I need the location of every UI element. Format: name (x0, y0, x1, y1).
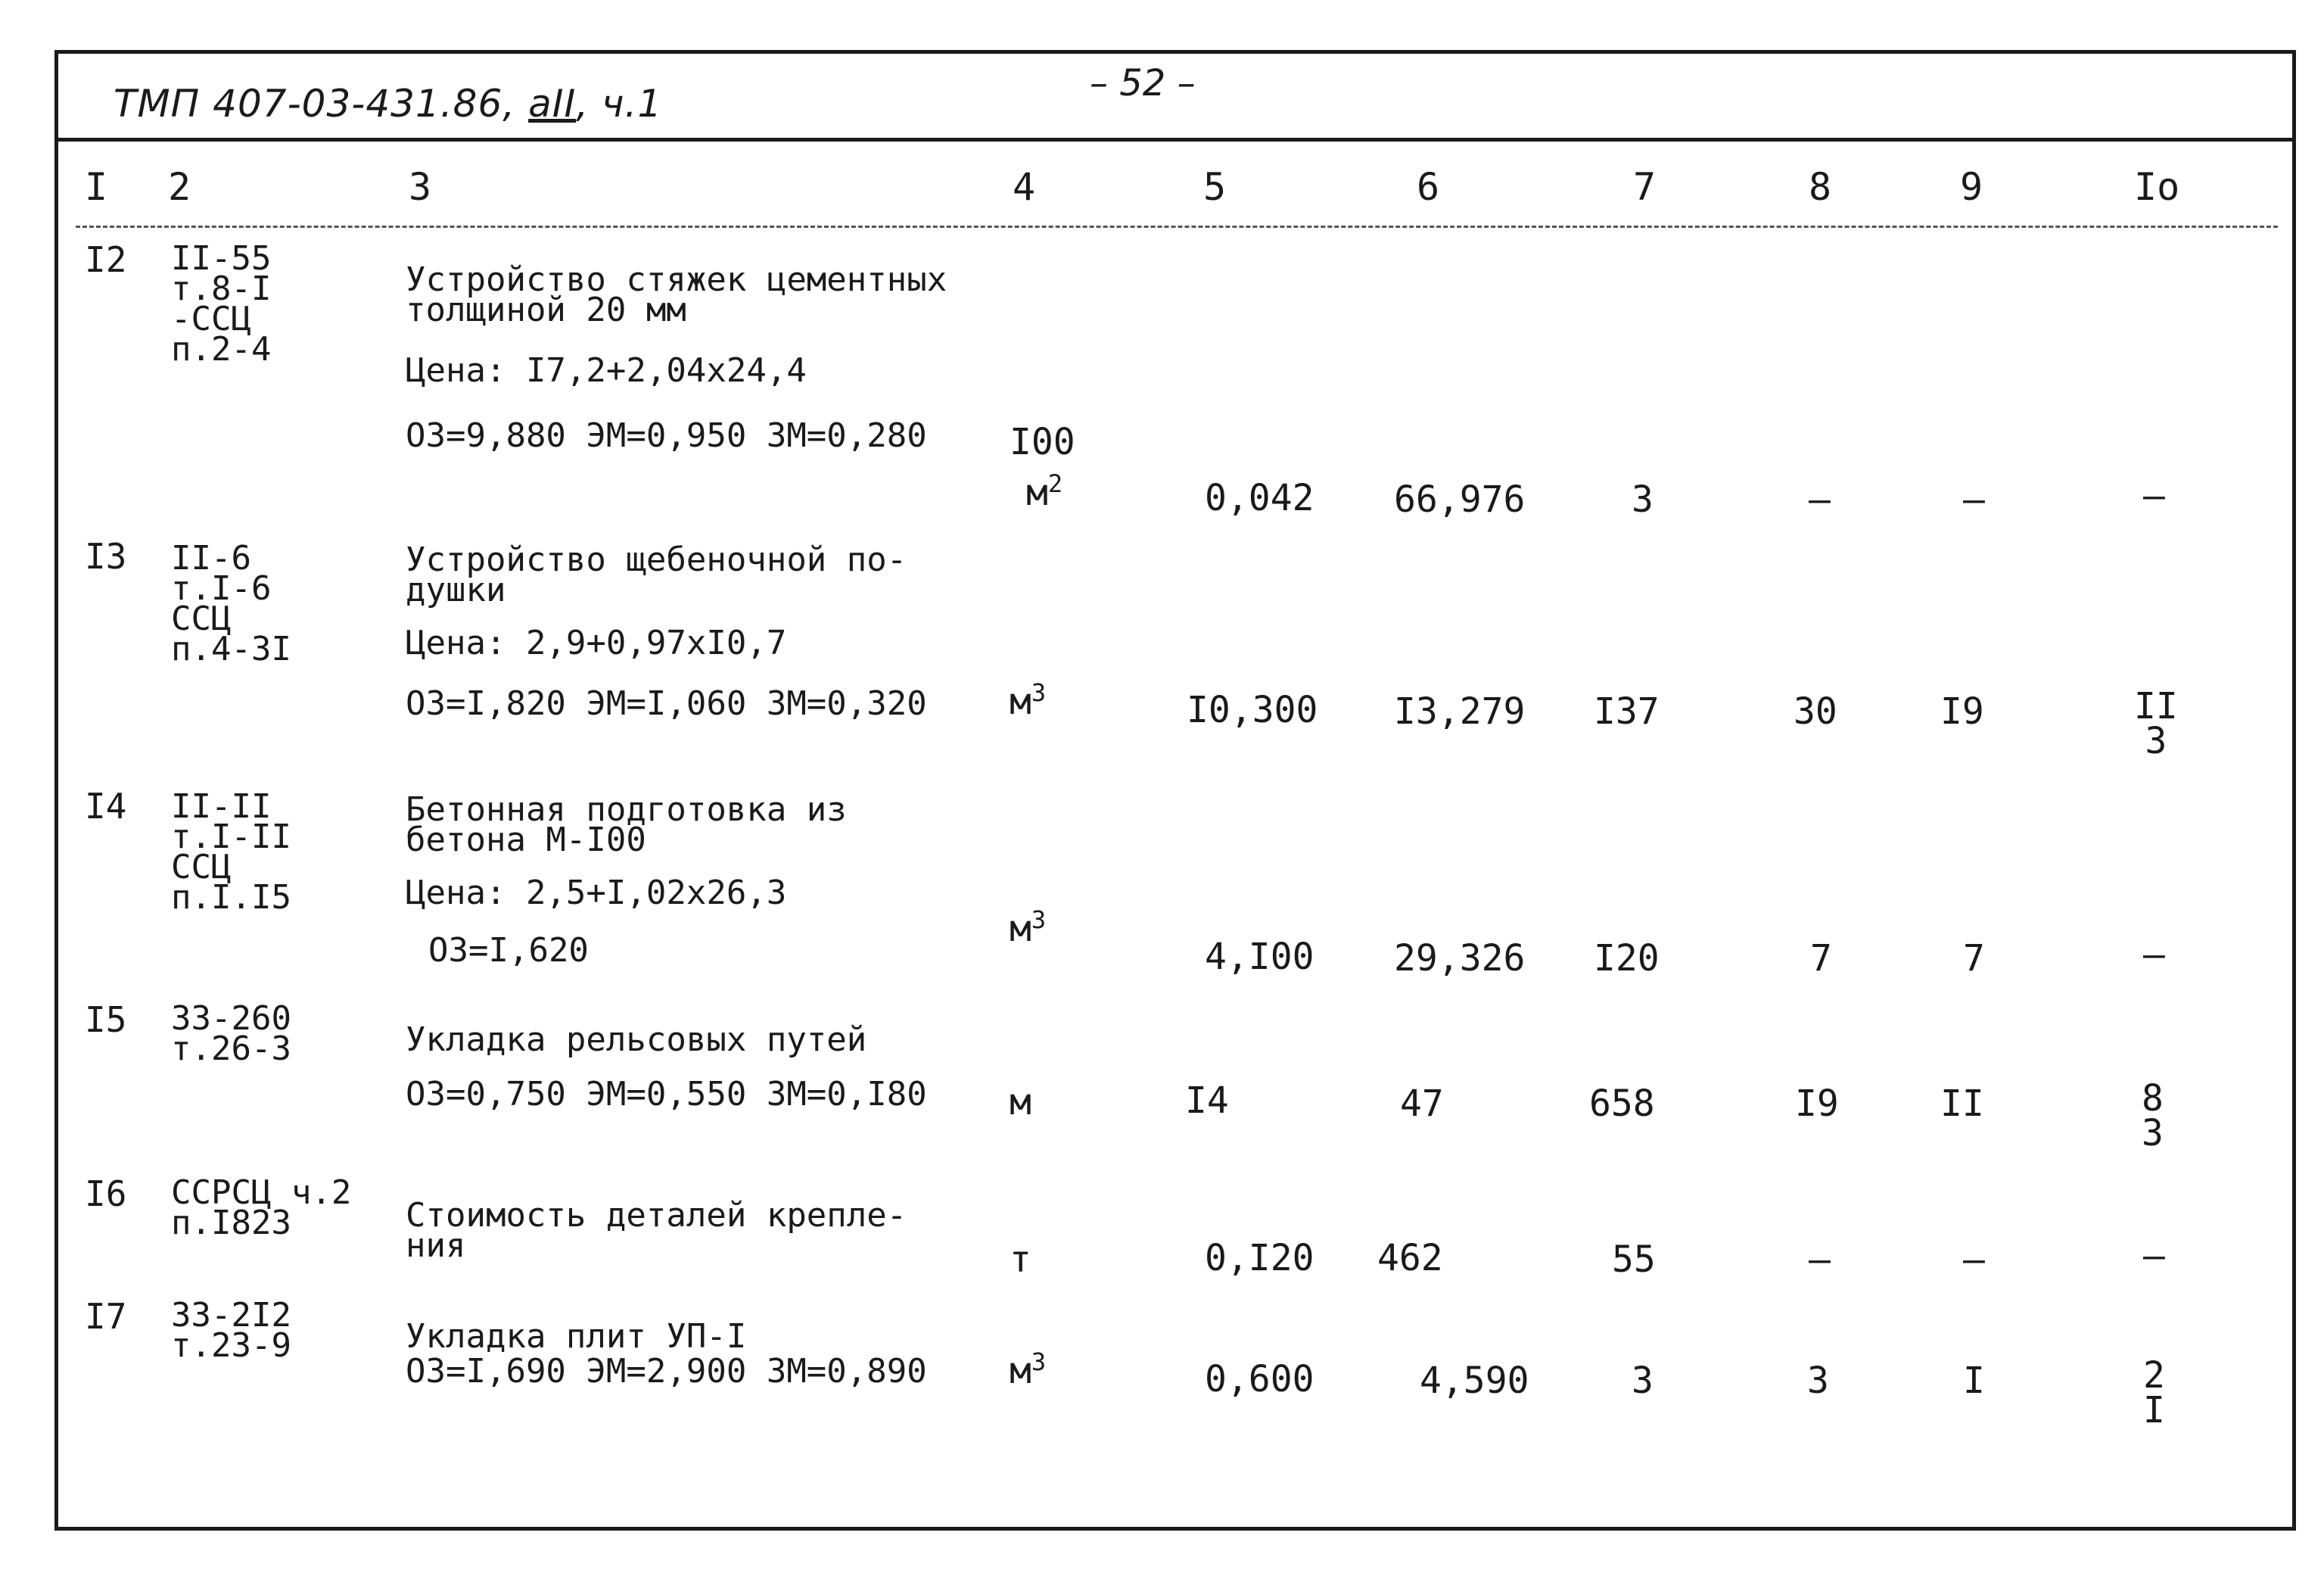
cell-col10 (2142, 1077, 2164, 1154)
row-description (406, 1317, 747, 1356)
doc-code-tail: , ч.1 (576, 82, 663, 126)
col10-line: – (2143, 933, 2165, 976)
cell-col6: I3,279 (1394, 690, 1526, 733)
cell-col8: I9 (1795, 1082, 1839, 1125)
ref-line: II-II (171, 787, 272, 826)
cell-col6: 4,590 (1420, 1360, 1529, 1402)
column-header-10: Io (2134, 165, 2180, 209)
cell-col8: 3 (1807, 1360, 1829, 1402)
cell-col7: 55 (1612, 1238, 1656, 1281)
ref-line: -ССЦ (171, 300, 251, 338)
unit-text: м (1010, 1081, 1031, 1123)
row-reference (171, 239, 272, 369)
row-norms: ОЗ=I,820 ЭМ=I,060 ЗМ=0,320 (406, 684, 927, 723)
ref-line: п.4-3I (171, 630, 291, 668)
cell-col6: 462 (1377, 1237, 1443, 1279)
cell-col10 (2134, 685, 2178, 762)
row-description (406, 540, 907, 609)
row-norms: ОЗ=I,690 ЭМ=2,900 ЗМ=0,890 (406, 1352, 927, 1391)
row-price: Цена: 2,9+0,97xI0,7 (406, 624, 787, 662)
unit-value (1010, 678, 1046, 723)
column-header-4: 4 (1013, 165, 1036, 209)
column-header-2: 2 (168, 165, 191, 209)
ref-line: ССЦ (171, 600, 232, 638)
ref-line: т.26-3 (171, 1029, 291, 1068)
header-rule (54, 138, 2296, 142)
row-reference (171, 787, 291, 917)
row-price: Цена: I7,2+2,04x24,4 (406, 351, 807, 390)
row-number: I2 (85, 239, 127, 280)
row-reference (171, 999, 291, 1068)
unit-value (1010, 1081, 1031, 1123)
row-norms: ОЗ=0,750 ЭМ=0,550 ЗМ=0,I80 (406, 1075, 927, 1114)
ref-line: п.2-4 (171, 330, 272, 369)
row-description (406, 1020, 867, 1059)
cell-col5: 4,I00 (1205, 936, 1314, 978)
col10-line: – (2143, 1235, 2165, 1277)
cell-col5: I0,300 (1187, 689, 1318, 731)
document-code (114, 82, 662, 126)
unit-exponent: 3 (1031, 678, 1047, 707)
row-price: Цена: 2,5+I,02x26,3 (406, 874, 787, 912)
cell-col7: 658 (1589, 1082, 1655, 1125)
unit-text: м (1026, 472, 1048, 514)
col10-line: 3 (2142, 1112, 2164, 1154)
cell-col5: 0,I20 (1205, 1237, 1314, 1279)
cell-col7: 3 (1632, 1360, 1654, 1402)
doc-code-main: ТМП 407-03-431.86, (114, 82, 516, 126)
cell-col5: 0,042 (1205, 477, 1314, 519)
ref-line: т.8-I (171, 269, 272, 308)
row-norms: ОЗ=I,620 (428, 931, 589, 970)
column-header-5: 5 (1203, 165, 1227, 209)
title-line: Устройство стяжек цементных (406, 260, 947, 299)
cell-col7: 3 (1632, 478, 1654, 521)
col10-line: 2 (2143, 1354, 2165, 1397)
ref-line: т.I-6 (171, 569, 272, 608)
title-line: Бетонная подготовка из (406, 790, 847, 829)
cell-col9: – (1963, 1238, 1985, 1281)
unit-value (1010, 1238, 1031, 1281)
col10-line: 8 (2142, 1077, 2164, 1120)
page-frame (54, 50, 2296, 1531)
ref-line: 33-2I2 (171, 1296, 291, 1335)
cell-col9: II (1940, 1082, 1984, 1125)
cell-col8: – (1809, 478, 1831, 521)
unit-value (1010, 905, 1046, 950)
column-header-9: 9 (1960, 165, 1983, 209)
row-description (406, 1196, 907, 1265)
unit-text: м (1010, 908, 1031, 950)
ref-line: т.I-II (171, 818, 291, 856)
ref-line: II-55 (171, 239, 272, 278)
unit-exponent: 2 (1047, 469, 1063, 498)
col10-line: I (2143, 1389, 2165, 1431)
unit-text: м (1010, 681, 1031, 723)
row-number: I3 (85, 536, 127, 577)
cell-col10 (2143, 1354, 2165, 1431)
column-header-6: 6 (1417, 165, 1440, 209)
title-line: бетона М-I00 (406, 821, 646, 859)
cell-col9: I (1963, 1360, 1985, 1402)
ref-line: т.23-9 (171, 1326, 291, 1365)
row-number: I7 (85, 1296, 127, 1337)
column-header-7: 7 (1633, 165, 1657, 209)
title-line: Устройство щебеночной по- (406, 540, 907, 579)
unit-text: т (1010, 1238, 1031, 1281)
header-dashed-rule (76, 226, 2278, 228)
cell-col10 (2143, 475, 2165, 517)
cell-col6: 66,976 (1394, 478, 1526, 521)
cell-col8: – (1809, 1238, 1831, 1281)
cell-col9: 7 (1963, 937, 1985, 980)
ref-line: II-6 (171, 539, 251, 578)
ref-line: п.I.I5 (171, 878, 291, 917)
row-norms: ОЗ=9,880 ЭМ=0,950 ЗМ=0,280 (406, 416, 927, 455)
ref-line: 33-260 (171, 999, 291, 1038)
unit-text: м (1010, 1350, 1031, 1392)
cell-col10 (2143, 1235, 2165, 1277)
unit-exponent: 3 (1031, 905, 1047, 934)
column-header-3: 3 (409, 165, 432, 209)
title-line: Стоимость деталей крепле- (406, 1196, 907, 1235)
title-line: ния (406, 1226, 466, 1265)
column-header-8: 8 (1809, 165, 1832, 209)
row-reference (171, 1173, 352, 1242)
unit-exponent: 3 (1031, 1347, 1047, 1376)
row-description (406, 790, 847, 859)
ref-line: ССЦ (171, 848, 232, 886)
cell-col10 (2143, 933, 2165, 976)
row-number: I4 (85, 786, 127, 827)
row-reference (171, 1296, 291, 1365)
column-header-1: I (85, 165, 108, 209)
unit-value (1010, 1347, 1046, 1392)
title-line: толщиной 20 мм (406, 291, 686, 329)
row-number: I5 (85, 999, 127, 1040)
title-line: Укладка рельсовых путей (406, 1020, 867, 1059)
cell-col9: – (1963, 478, 1985, 521)
row-reference (171, 539, 291, 668)
cell-col8: 30 (1794, 690, 1837, 733)
cell-col6: 29,326 (1394, 937, 1526, 980)
col10-line: 3 (2145, 720, 2167, 762)
unit-value (1026, 469, 1062, 514)
cell-col5: 0,600 (1205, 1358, 1314, 1400)
page-number: – 52 – (1090, 62, 1196, 104)
col10-line: – (2143, 475, 2165, 517)
cell-col7: I37 (1594, 690, 1660, 733)
cell-col9: I9 (1940, 690, 1984, 733)
cell-col5: I4 (1185, 1079, 1229, 1122)
unit-quantity: I00 (1010, 421, 1075, 463)
cell-col7: I20 (1594, 937, 1660, 980)
row-description (406, 260, 947, 329)
title-line: душки (406, 571, 506, 609)
title-line: Укладка плит УП-I (406, 1317, 747, 1356)
cell-col8: 7 (1810, 937, 1832, 980)
ref-line: п.I823 (171, 1204, 291, 1242)
cell-col6: 47 (1400, 1082, 1444, 1125)
ref-line: ССРСЦ ч.2 (171, 1173, 352, 1212)
col10-line: II (2134, 685, 2178, 727)
row-number: I6 (85, 1173, 127, 1214)
doc-code-part: аII (528, 82, 577, 126)
